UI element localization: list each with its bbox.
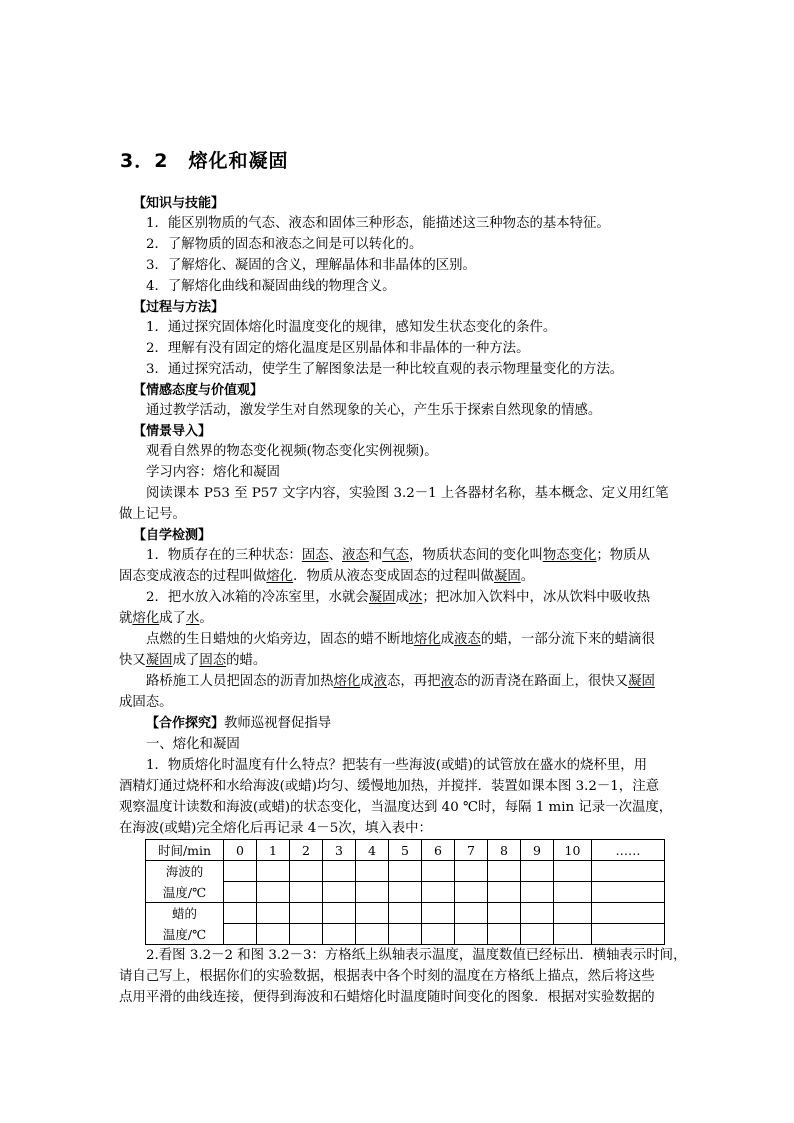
table-row [146,924,665,945]
subheading-melt-solidify: 一、熔化和凝固 [146,737,240,752]
paragraph: 2.看图 3.2－2 和图 3.2－3：方格纸上纵轴表示温度，温度数值已经标出．横轴表示时间， [146,948,687,963]
paragraph: 1．物质熔化时温度有什么特点？把装有一些海波(或蜡)的试管放在盛水的烧杯里，用 [146,758,648,773]
table-cell[interactable] [389,924,422,945]
question-3-line-1: 点燃的生日蜡烛的火焰旁边，固态的蜡不断地熔化成液态的蜡，一部分流下来的蜡滴很 [146,632,655,647]
table-cell[interactable] [290,861,323,882]
table-header-cell: 10 [554,840,592,861]
table-cell[interactable] [455,861,488,882]
list-item: 2．了解物质的固态和液态之间是可以转化的。 [146,237,423,252]
answer-blank: 固态 [301,548,329,563]
answer-blank: 熔化 [266,569,294,584]
answer-blank: 液 [440,674,454,689]
table-cell[interactable] [521,861,554,882]
table-cell[interactable] [455,882,488,903]
table-cell[interactable] [455,924,488,945]
list-item: 3．通过探究活动，使学生了解图象法是一种比较直观的表示物理量变化的方法。 [146,362,624,377]
question-4-line-2: 成固态。 [119,695,173,710]
heading-self-check: 【自学检测】 [133,528,212,543]
study-content-line [146,463,280,483]
list-item: 4．了解熔化曲线和凝固曲线的物理含义。 [146,279,396,294]
paragraph: 酒精灯通过烧杯和水给海波(或蜡)均匀、缓慢地加热，并搅拌．装置如课本图 3.2－1，注意 [119,779,659,794]
table-cell[interactable] [521,882,554,903]
table-cell[interactable] [592,903,665,924]
answer-blank: 物态变化 [542,548,597,563]
heading-process-method: 【过程与方法】 [133,300,225,315]
paragraph: 点用平滑的曲线连接，便得到海波和石蜡熔化时温度随时间变化的图象．根据对实验数据的 [119,990,655,1005]
table-cell[interactable] [290,903,323,924]
row-label: 温度/℃ [146,882,224,903]
paragraph: 观察温度计读数和海波(或蜡)的状态变化，当温度达到 40 ℃时，每隔 1 min 记录一次温度， [119,800,673,815]
table-header-cell: 3 [323,840,356,861]
table-header-cell: 8 [488,840,521,861]
row-label: 温度/℃ [146,924,224,945]
paragraph: 通过教学活动，激发学生对自然现象的关心，产生乐于探索自然现象的情感。 [146,403,602,418]
table-header-cell: 6 [422,840,455,861]
table-cell[interactable] [592,882,665,903]
table-cell[interactable] [323,903,356,924]
answer-blank: 固态 [199,653,227,668]
answer-blank: 熔化 [333,674,361,689]
answer-blank: 液 [373,674,388,689]
table-cell[interactable] [290,924,323,945]
list-item: 1．通过探究固体熔化时温度变化的规律，感知发生状态变化的条件。 [146,320,557,335]
table-cell[interactable] [356,861,389,882]
paragraph: 请自己写上，根据你们的实验数据，根据表中各个时刻的温度在方格纸上描点，然后将这些 [119,969,655,984]
heading-scene-intro: 【情景导入】 [133,424,212,439]
table-header-cell: 4 [356,840,389,861]
table-cell[interactable] [455,903,488,924]
heading-cooperative: 【合作探究】 [146,716,225,731]
answer-blank: 熔化 [132,611,160,626]
answer-blank: 凝固 [628,674,655,689]
table-cell[interactable] [389,882,422,903]
table-cell[interactable] [224,861,257,882]
answer-blank: 液态 [453,632,481,647]
question-4-line-1: 路桥施工人员把固态的沥青加热熔化成液态，再把液态的沥青浇在路面上，很快又凝固 [146,674,655,689]
table-cell[interactable] [224,924,257,945]
table-row [146,861,665,882]
table-header-cell: 7 [455,840,488,861]
study-label: 学习内容： [146,465,213,480]
table-header-row [146,840,665,861]
table-header-cell: 2 [290,840,323,861]
question-2-line-2: 就熔化成了水。 [119,611,213,626]
heading-tail: 教师巡视督促指导 [224,716,332,731]
answer-blank: 凝固 [493,569,521,584]
answer-blank: 凝固 [145,653,173,668]
table-cell[interactable] [521,924,554,945]
table-header-cell: …… [592,840,665,861]
row-label: 蜡的 [146,903,224,924]
temperature-record-table [145,839,665,945]
table-header-cell: 时间/min [146,840,224,861]
answer-blank: 水 [185,611,200,626]
table-cell[interactable] [323,882,356,903]
question-2-line-1: 2．把水放入冰箱的冷冻室里，水就会凝固成冰；把冰加入饮料中，冰从饮料中吸收热 [146,590,650,605]
answer-blank: 冰 [408,590,423,605]
table-cell[interactable] [422,861,455,882]
table-cell[interactable] [592,861,665,882]
table-cell[interactable] [356,924,389,945]
table-row [146,882,665,903]
cooperative-inquiry-heading [146,714,331,734]
answer-blank: 气态 [382,548,409,563]
list-item: 3．了解熔化、凝固的含义，理解晶体和非晶体的区别。 [146,258,476,273]
table-cell[interactable] [592,924,665,945]
paragraph: 观看自然界的物态变化视频(物态变化实例视频)。 [146,444,438,459]
table-cell[interactable] [257,903,290,924]
list-item: 1．能区别物质的气态、液态和固体三种形态，能描述这三种物态的基本特征。 [146,216,610,231]
table-cell[interactable] [323,924,356,945]
table-cell[interactable] [224,903,257,924]
question-3-line-2: 快又凝固成了固态的蜡。 [119,653,267,668]
paragraph: 做上记号。 [119,507,186,522]
table-cell[interactable] [554,924,592,945]
table-cell[interactable] [389,861,422,882]
table-cell[interactable] [521,903,554,924]
page-title: 3．2 熔化和凝固 [120,150,289,172]
table-row [146,903,665,924]
list-item: 2．理解有没有固定的熔化温度是区别晶体和非晶体的一种方法。 [146,341,530,356]
table-cell[interactable] [422,903,455,924]
study-value: 熔化和凝固 [212,465,280,480]
answer-blank: 熔化 [413,632,441,647]
table-cell[interactable] [422,924,455,945]
table-cell[interactable] [224,882,257,903]
heading-attitude-values: 【情感态度与价值观】 [133,383,264,398]
table-cell[interactable] [356,882,389,903]
table-cell[interactable] [554,861,592,882]
table-header-cell: 0 [224,840,257,861]
table-header-cell: 9 [521,840,554,861]
table-cell[interactable] [488,861,521,882]
table-header-cell: 5 [389,840,422,861]
table-cell[interactable] [257,882,290,903]
table-cell[interactable] [488,882,521,903]
table-cell[interactable] [422,882,455,903]
answer-blank: 液态 [342,548,369,563]
table-cell[interactable] [257,861,290,882]
question-1-line-2: 固态变成液态的过程叫做熔化．物质从液态变成固态的过程叫做凝固。 [119,569,535,584]
heading-knowledge-skills: 【知识与技能】 [133,196,225,211]
paragraph: 阅读课本 P53 至 P57 文字内容，实验图 3.2－1 上各器材名称，基本概念、定义用红笔 [146,486,669,501]
answer-blank: 凝固 [368,590,396,605]
table-cell[interactable] [554,903,592,924]
table-header-cell: 1 [257,840,290,861]
table-cell[interactable] [389,903,422,924]
table-cell[interactable] [323,861,356,882]
table-cell[interactable] [554,882,592,903]
table-cell[interactable] [356,903,389,924]
row-label: 海波的 [146,861,224,882]
table-cell[interactable] [488,924,521,945]
table-cell[interactable] [290,882,323,903]
table-cell[interactable] [257,924,290,945]
table-cell[interactable] [488,903,521,924]
paragraph: 在海波(或蜡)完全熔化后再记录 4－5次，填入表中： [119,821,432,836]
question-1-line-1: 1．物质存在的三种状态：固态、液态和气态，物质状态间的变化叫物态变化；物质从 [146,548,650,563]
